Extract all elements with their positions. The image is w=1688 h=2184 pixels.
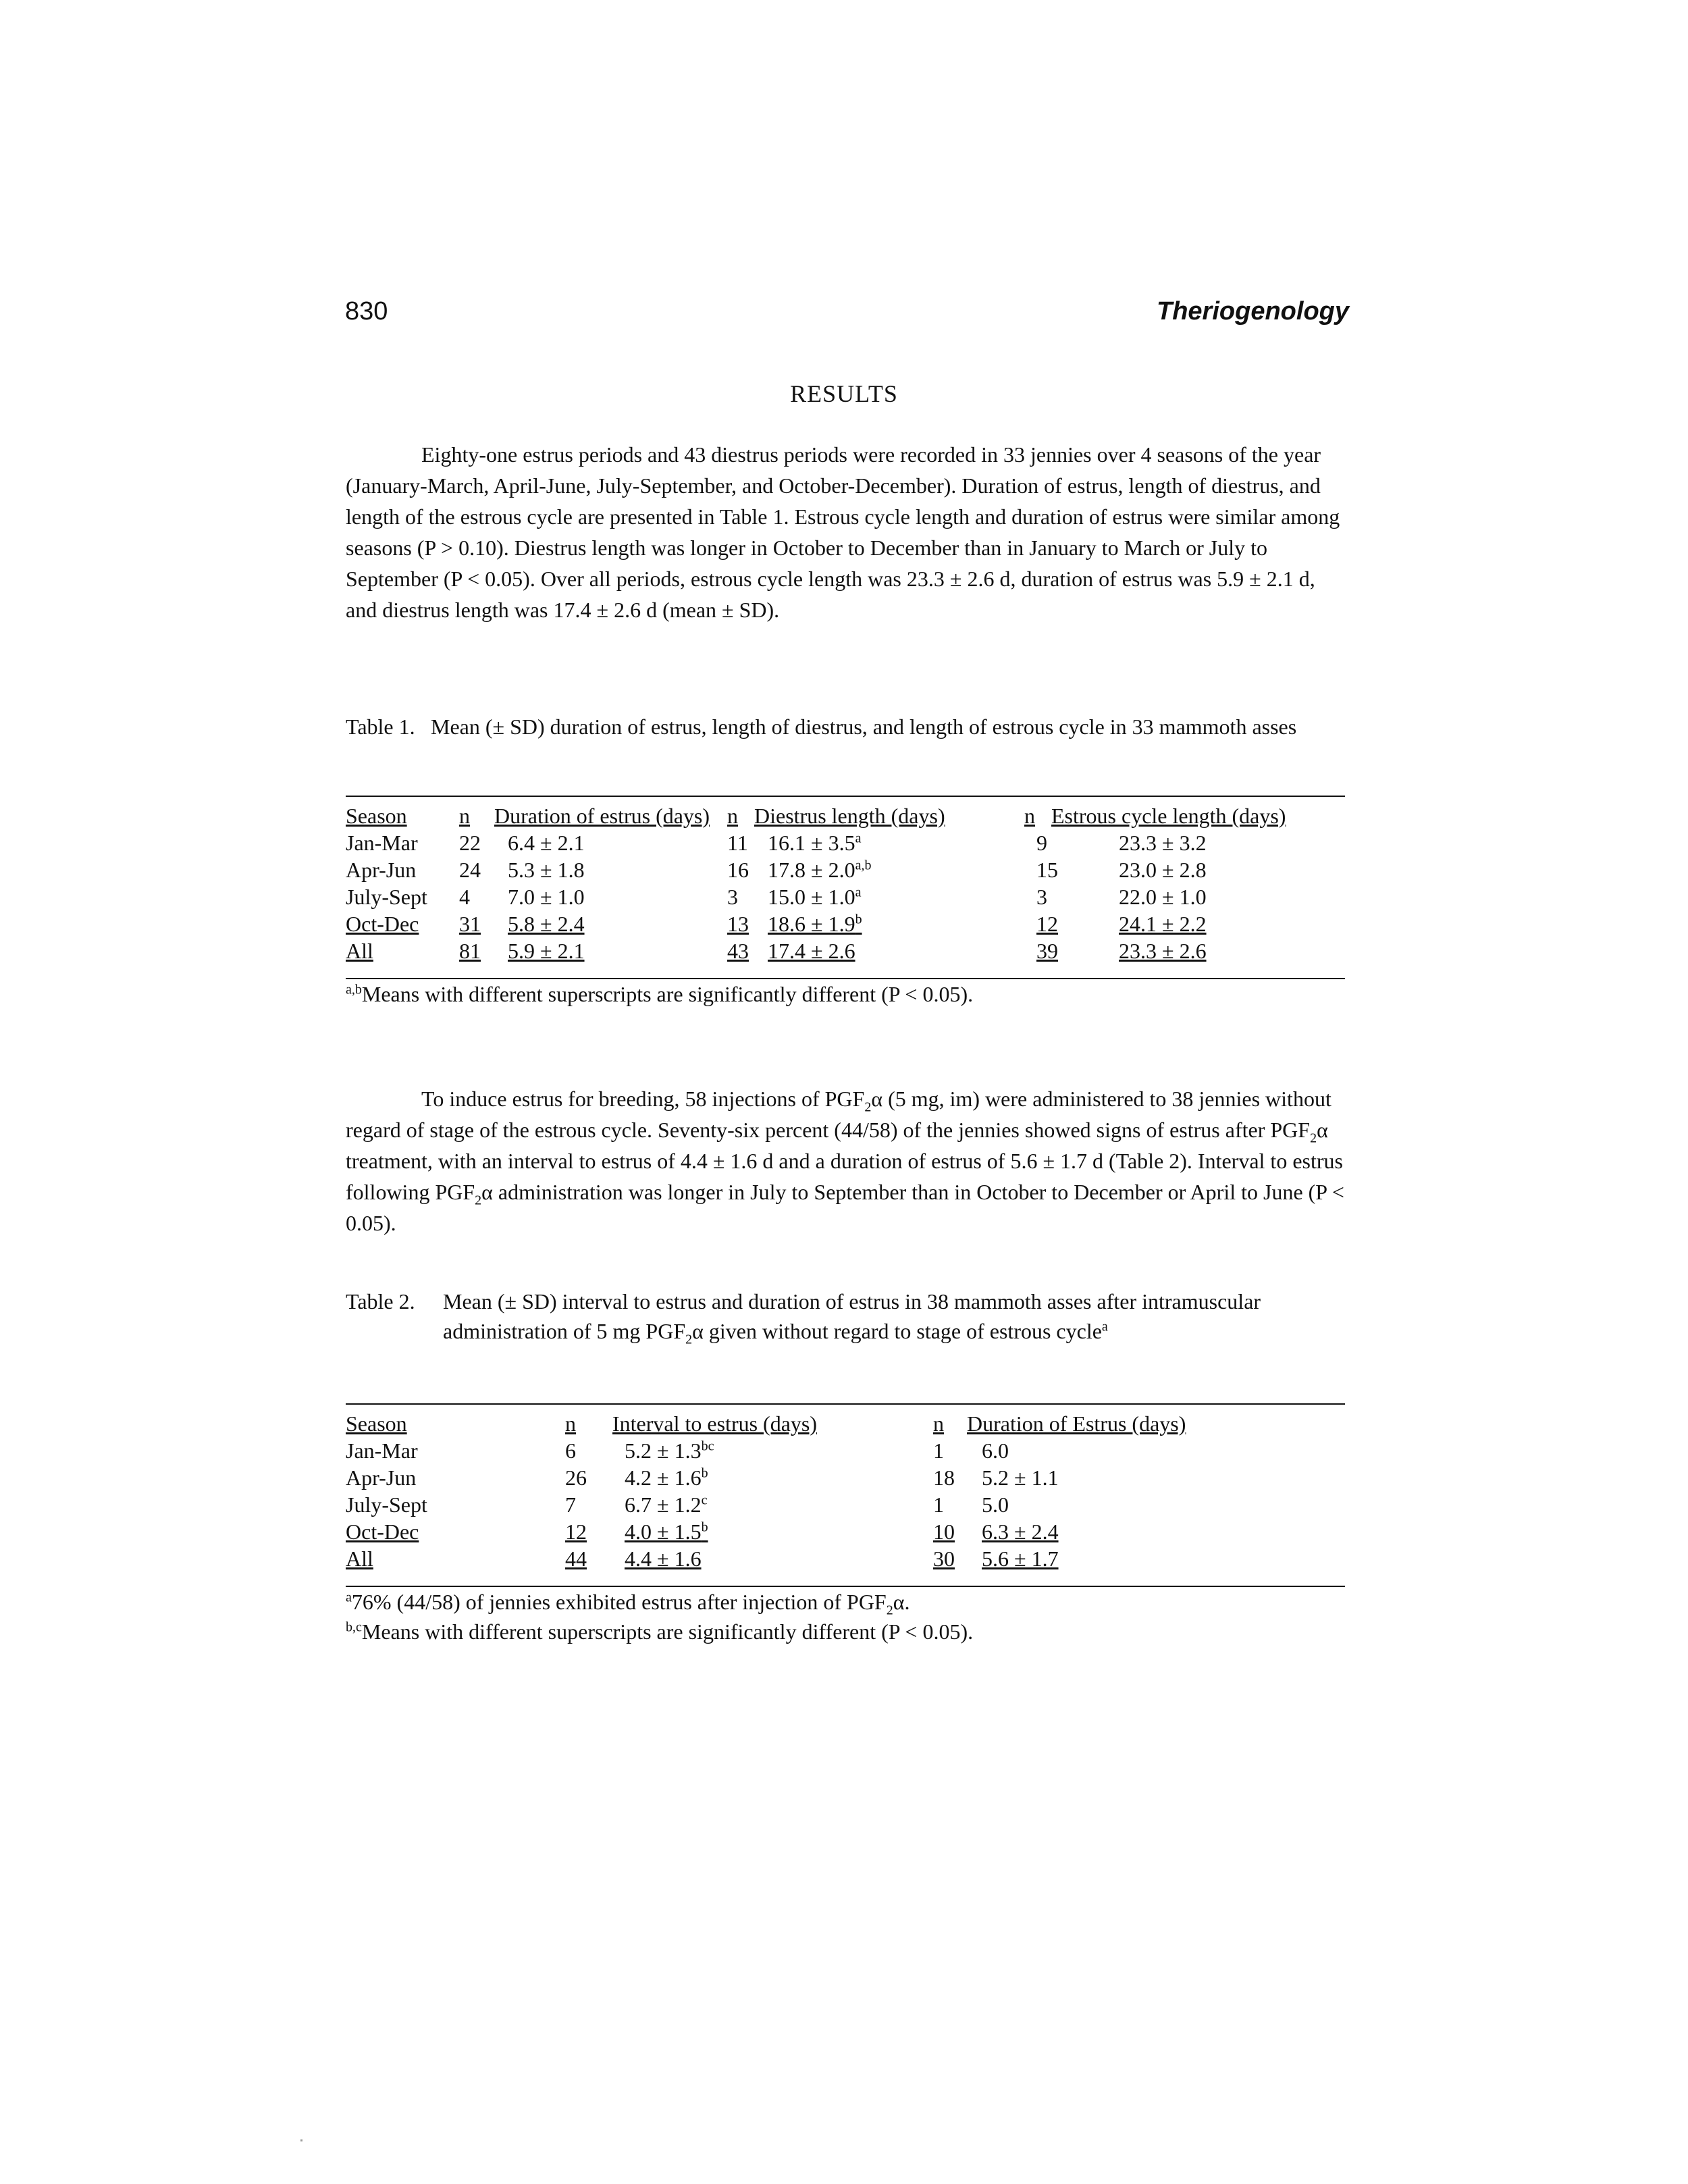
n-cell: 22	[459, 831, 481, 855]
n-cell: 81	[459, 939, 481, 963]
table-1-header-n: n	[1024, 804, 1035, 828]
n-cell: 30	[933, 1546, 955, 1571]
n-cell: 10	[933, 1519, 955, 1544]
cycle-cell: 22.0 ± 1.0	[1119, 885, 1207, 909]
table-1-top-rule	[346, 796, 1345, 797]
table-row	[346, 829, 1345, 856]
table-2-header-interval: Interval to estrus (days)	[612, 1411, 818, 1436]
season-cell: All	[346, 939, 373, 963]
paragraph-2-text	[346, 1083, 1345, 1239]
table-2-top-rule	[346, 1403, 1345, 1405]
table-row	[346, 856, 1345, 883]
n-cell: 6	[565, 1438, 576, 1463]
duration-cell: 5.2 ± 1.1	[982, 1465, 1059, 1490]
table-2-footnote-1	[346, 1588, 910, 1618]
table-1-header-n: n	[459, 804, 470, 828]
n-cell: 16	[727, 858, 749, 882]
interval-superscript: c	[701, 1492, 708, 1508]
subscript: 2	[685, 1332, 693, 1347]
n-cell: 13	[727, 912, 749, 936]
table-1-footnote	[346, 981, 973, 1008]
diestrus-value: 17.4 ± 2.6	[768, 939, 855, 963]
table-2-bottom-rule	[346, 1586, 1345, 1587]
table-1-caption	[346, 712, 1345, 773]
n-cell: 4	[459, 885, 470, 909]
paragraph-2-part-3: α treatment, with an interval to estrus of 4.4 ± 1.6 d and a duration of estrus of 5.6 ± 1.7 d (Table 2). Interval to estrus following PGF	[346, 1118, 1343, 1204]
n-cell: 1	[933, 1492, 944, 1517]
journal-name: Theriogenology	[1157, 297, 1349, 326]
table-2-header-season: Season	[346, 1411, 407, 1436]
table-row	[346, 1464, 1345, 1491]
table-1-header-row	[346, 802, 1345, 829]
table-2-footnote-2	[346, 1618, 973, 1645]
table-1-header-n: n	[727, 804, 738, 828]
footnote-text: Means with different superscripts are significantly different (P < 0.05).	[361, 1619, 974, 1644]
duration-cell: 5.0	[982, 1492, 1009, 1517]
page-number: 830	[345, 297, 388, 326]
table-2-label: Table 2.	[346, 1289, 415, 1314]
n-cell: 18	[933, 1465, 955, 1490]
table-2-header-n: n	[565, 1411, 576, 1436]
table-row	[346, 937, 1345, 964]
diestrus-cell	[754, 883, 1024, 910]
diestrus-superscript: a	[855, 831, 862, 846]
caption-part-1: Mean (± SD) interval to estrus and duration of estrus in 38 mammoth asses after intramuscular administration of 5 mg PGF	[443, 1289, 1261, 1343]
table-2-caption	[346, 1286, 1345, 1381]
season-cell: July-Sept	[346, 885, 427, 909]
cycle-cell: 24.1 ± 2.2	[1119, 912, 1207, 936]
diestrus-cell	[754, 829, 1024, 856]
season-cell: July-Sept	[346, 1492, 427, 1517]
duration-cell: 5.3 ± 1.8	[508, 858, 585, 882]
duration-cell: 6.3 ± 2.4	[982, 1519, 1059, 1544]
table-2-caption-text	[443, 1286, 1345, 1346]
n-cell: 15	[1036, 858, 1058, 882]
n-cell: 11	[727, 831, 748, 855]
table-1-header-duration: Duration of estrus (days)	[494, 804, 710, 828]
footnote-superscript: b,c	[346, 1619, 362, 1635]
diestrus-value: 16.1 ± 3.5	[768, 831, 855, 855]
paragraph-2-part-4: α administration was longer in July to September than in October to December or April to June (P < 0.05).	[346, 1180, 1344, 1235]
n-cell: 1	[933, 1438, 944, 1463]
diestrus-value: 17.8 ± 2.0	[768, 858, 855, 882]
interval-value: 4.4 ± 1.6	[625, 1546, 702, 1571]
season-cell: Oct-Dec	[346, 912, 419, 936]
subscript: 2	[864, 1099, 872, 1115]
table-row	[346, 1437, 1345, 1464]
interval-cell	[612, 1518, 933, 1545]
season-cell: All	[346, 1546, 373, 1571]
cycle-cell: 23.0 ± 2.8	[1119, 858, 1207, 882]
table-2-header-duration: Duration of Estrus (days)	[967, 1411, 1186, 1436]
table-2	[346, 1410, 1345, 1572]
table-2-header-row	[346, 1410, 1345, 1437]
paragraph-2-part-1: To induce estrus for breeding, 58 injections of PGF	[421, 1087, 865, 1111]
duration-cell: 5.9 ± 2.1	[508, 939, 585, 963]
duration-cell: 6.0	[982, 1438, 1009, 1463]
paragraph-1-text: Eighty-one estrus periods and 43 diestrus periods were recorded in 33 jennies over 4 seasons of the year (January-March, April-June, July-September, and October-December). Duration of estrus, length of diestrus, and length of the estrous cycle are presented in Table 1. Estrous cycle length and duration of estrus were similar among seasons (P > 0.10). Diestrus length was longer in October to December than in January to March or July to September (P < 0.05). Over all periods, estrous cycle length was 23.3 ± 2.6 d, duration of estrus was 5.9 ± 2.1 d, and diestrus length was 17.4 ± 2.6 d (mean ± SD).	[346, 442, 1340, 622]
n-cell: 43	[727, 939, 749, 963]
cycle-cell: 23.3 ± 2.6	[1119, 939, 1207, 963]
table-2-header-n: n	[933, 1411, 944, 1436]
interval-cell	[612, 1491, 933, 1518]
n-cell: 24	[459, 858, 481, 882]
n-cell: 3	[1036, 885, 1047, 909]
subscript: 2	[886, 1603, 893, 1618]
table-row	[346, 1545, 1345, 1572]
table-1-header-diestrus: Diestrus length (days)	[754, 804, 945, 828]
duration-cell: 5.6 ± 1.7	[982, 1546, 1059, 1571]
n-cell: 12	[565, 1519, 587, 1544]
n-cell: 3	[727, 885, 738, 909]
subscript: 2	[475, 1193, 482, 1208]
table-1-label: Table 1.	[346, 714, 415, 739]
n-cell: 26	[565, 1465, 587, 1490]
caption-superscript: a	[1101, 1319, 1108, 1334]
duration-cell: 7.0 ± 1.0	[508, 885, 585, 909]
duration-cell: 5.8 ± 2.4	[508, 912, 585, 936]
table-row	[346, 910, 1345, 937]
diestrus-cell	[754, 937, 1024, 964]
cycle-cell: 23.3 ± 3.2	[1119, 831, 1207, 855]
table-1	[346, 802, 1345, 964]
season-cell: Jan-Mar	[346, 1438, 418, 1463]
results-paragraph-2	[346, 1083, 1345, 1239]
table-1-bottom-rule	[346, 978, 1345, 979]
season-cell: Apr-Jun	[346, 858, 417, 882]
interval-superscript: b	[701, 1465, 708, 1481]
n-cell: 44	[565, 1546, 587, 1571]
duration-cell: 6.4 ± 2.1	[508, 831, 585, 855]
interval-value: 4.2 ± 1.6	[625, 1465, 702, 1490]
scan-speck	[300, 2139, 302, 2141]
diestrus-value: 18.6 ± 1.9	[768, 912, 855, 936]
diestrus-cell	[754, 910, 1024, 937]
season-cell: Oct-Dec	[346, 1519, 419, 1544]
table-1-caption-text: Mean (± SD) duration of estrus, length of diestrus, and length of estrous cycle in 33 mammoth asses	[431, 714, 1297, 739]
footnote-text: Means with different superscripts are significantly different (P < 0.05).	[361, 982, 974, 1006]
interval-value: 5.2 ± 1.3	[625, 1438, 702, 1463]
diestrus-cell	[754, 856, 1024, 883]
interval-cell	[612, 1437, 933, 1464]
season-cell: Apr-Jun	[346, 1465, 417, 1490]
section-heading: RESULTS	[790, 380, 898, 407]
interval-superscript: bc	[701, 1438, 714, 1454]
interval-cell	[612, 1464, 933, 1491]
table-1-header-season: Season	[346, 804, 407, 828]
interval-cell	[612, 1545, 933, 1572]
n-cell: 7	[565, 1492, 576, 1517]
diestrus-superscript: a,b	[855, 858, 872, 873]
subscript: 2	[1310, 1130, 1317, 1146]
table-row	[346, 1491, 1345, 1518]
footnote-superscript: a,b	[346, 982, 362, 997]
n-cell: 39	[1036, 939, 1058, 963]
table-row	[346, 1518, 1345, 1545]
table-row	[346, 883, 1345, 910]
n-cell: 12	[1036, 912, 1058, 936]
diestrus-value: 15.0 ± 1.0	[768, 885, 855, 909]
n-cell: 9	[1036, 831, 1047, 855]
diestrus-superscript: a	[855, 885, 862, 900]
interval-superscript: b	[701, 1519, 708, 1535]
caption-part-2: α given without regard to stage of estrous cycle	[692, 1319, 1102, 1343]
table-1-header-cycle: Estrous cycle length (days)	[1051, 804, 1286, 828]
paragraph-2-part-2: α (5 mg, im) were administered to 38 jennies without regard of stage of the estrous cycle. Seventy-six percent (44/58) of the jennies showed signs of estrus after PGF	[346, 1087, 1331, 1142]
n-cell: 31	[459, 912, 481, 936]
season-cell: Jan-Mar	[346, 831, 418, 855]
results-paragraph-1	[346, 439, 1345, 625]
footnote-superscript: a	[346, 1590, 352, 1605]
diestrus-superscript: b	[855, 912, 862, 927]
interval-value: 4.0 ± 1.5	[625, 1519, 702, 1544]
interval-value: 6.7 ± 1.2	[625, 1492, 702, 1517]
footnote-text-part-2: α.	[893, 1590, 910, 1614]
footnote-text-part-1: 76% (44/58) of jennies exhibited estrus after injection of PGF	[351, 1590, 887, 1614]
